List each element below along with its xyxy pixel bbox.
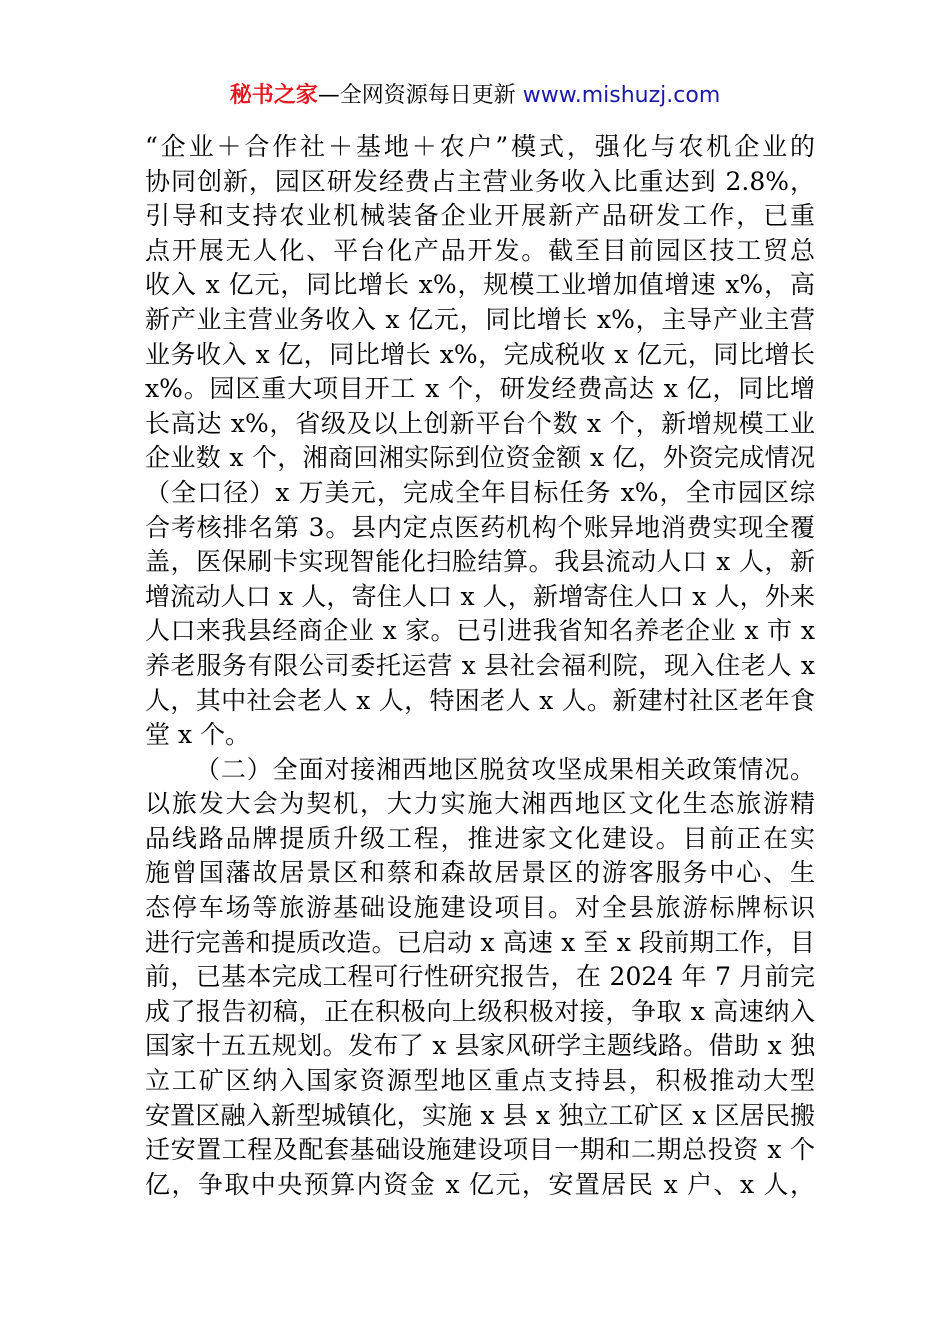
text-line: 点开展无人化、平台化产品开发。截至目前园区技工贸总 [145,235,815,265]
text-line: 收入 x 亿元，同比增长 x%，规模工业增加值增速 x%，高 [145,270,815,300]
text-line: 增流动人口 x 人，寄住人口 x 人，新增寄住人口 x 人，外来 [145,581,815,611]
document-body [145,130,815,1202]
site-header [0,80,950,112]
text-line: 新产业主营业务收入 x 亿元，同比增长 x%，主导产业主营 [145,304,815,334]
text-line: 迁安置工程及配套基础设施建设项目一期和二期总投资 x 个 [145,1135,815,1165]
text-line: 前，已基本完成工程可行性研究报告，在 2024 年 7 月前完 [145,962,815,992]
text-line: 立工矿区纳入国家资源型地区重点支持县，积极推动大型 [145,1066,815,1096]
text-line: 企业数 x 个，湘商回湘实际到位资金额 x 亿，外资完成情况 [145,443,815,473]
site-brand: 秘书之家 [229,83,318,108]
text-line: 成了报告初稿，正在积极向上级积极对接，争取 x 高速纳入 [145,996,815,1026]
text-line: x%。园区重大项目开工 x 个，研发经费高达 x 亿，同比增 [145,374,815,404]
text-line: 以旅发大会为契机，大力实施大湘西地区文化生态旅游精 [145,789,815,819]
text-line: 堂 x 个。 [145,720,250,750]
text-line: 养老服务有限公司委托运营 x 县社会福利院，现入住老人 x [145,650,815,680]
text-line: 进行完善和提质改造。已启动 x 高速 x 至 x 段前期工作，目 [145,927,815,957]
text-line: 人，其中社会老人 x 人，特困老人 x 人。新建村社区老年食 [145,685,815,715]
paragraph-1 [145,130,815,753]
site-url-link[interactable]: www.mishuzj.com [522,83,721,108]
text-line: 品线路品牌提质升级工程，推进家文化建设。目前正在实 [145,823,815,853]
text-line: （全口径）x 万美元，完成全年目标任务 x%，全市园区综 [145,477,815,507]
text-line: 国家十五五规划。发布了 x 县家风研学主题线路。借助 x 独 [145,1031,815,1061]
text-line: 长高达 x%，省级及以上创新平台个数 x 个，新增规模工业 [145,408,815,438]
text-line: 盖，医保刷卡实现智能化扫脸结算。我县流动人口 x 人，新 [145,547,815,577]
text-line: 人口来我县经商企业 x 家。已引进我省知名养老企业 x 市 x [145,616,815,646]
text-line: 亿，争取中央预算内资金 x 亿元，安置居民 x 户、x 人， [145,1169,815,1199]
site-tagline: —全网资源每日更新 [317,83,516,108]
text-line: 引导和支持农业机械装备企业开展新产品研发工作，已重 [145,201,815,231]
text-line: 协同创新，园区研发经费占主营业务收入比重达到 2.8%， [145,166,815,196]
text-line: 态停车场等旅游基础设施建设项目。对全县旅游标牌标识 [145,893,815,923]
text-line: 合考核排名第 3。县内定点医药机构个账异地消费实现全覆 [145,512,815,542]
section-heading-line: （二）全面对接湘西地区脱贫攻坚成果相关政策情况。 [195,754,815,784]
text-line: 业务收入 x 亿，同比增长 x%，完成税收 x 亿元，同比增长 [145,339,815,369]
text-line: 安置区融入新型城镇化，实施 x 县 x 独立工矿区 x 区居民搬 [145,1100,815,1130]
text-line: “企业＋合作社＋基地＋农户”模式，强化与农机企业的 [145,132,815,161]
paragraph-2 [145,753,815,1203]
text-line: 施曾国藩故居景区和蔡和森故居景区的游客服务中心、生 [145,858,815,888]
